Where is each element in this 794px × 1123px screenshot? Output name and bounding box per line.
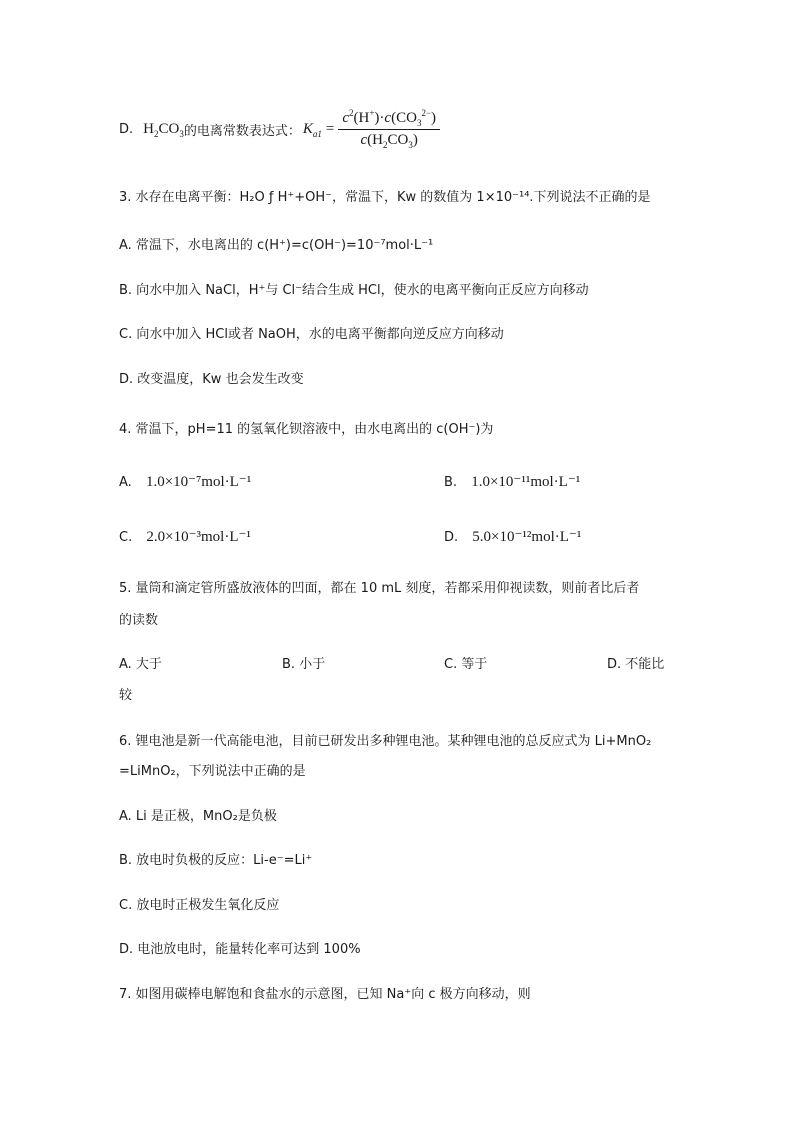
option-d-formula bbox=[119, 108, 440, 150]
ka1-symbol: $K_{a1}$ bbox=[302, 120, 322, 139]
question-6-line-2: =LiMnO₂，下列说法中正确的是 bbox=[119, 764, 306, 779]
question-7: 7. 如图用碳棒电解饱和食盐水的示意图，已知 Na⁺向 c 极方向移动，则 bbox=[119, 987, 531, 1002]
option-value: 1.0×10⁻¹¹mol·L⁻¹ bbox=[471, 474, 581, 490]
h2co3-formula: $H_2CO_3$ bbox=[143, 120, 184, 139]
option-label: D. bbox=[444, 530, 459, 545]
option-value: 2.0×10⁻³mol·L⁻¹ bbox=[146, 529, 251, 545]
question-4-option-d bbox=[444, 527, 581, 546]
question-3-option-a: A. 常温下，水电离出的 c(H⁺)=c(OH⁻)=10⁻⁷mol·L⁻¹ bbox=[119, 238, 434, 253]
question-4-option-b bbox=[444, 472, 580, 491]
question-6-option-d: D. 电池放电时，能量转化率可达到 100% bbox=[119, 942, 361, 957]
option-value: 1.0×10⁻⁷mol·L⁻¹ bbox=[145, 474, 252, 490]
question-5-option-c: C. 等于 bbox=[444, 657, 488, 672]
ka1-fraction bbox=[338, 107, 440, 150]
option-text: 的电离常数表达式： bbox=[183, 123, 301, 139]
equals-sign: = bbox=[325, 120, 335, 137]
question-4: 4. 常温下，pH=11 的氢氧化钡溶液中，由水电离出的 c(OH⁻)为 bbox=[119, 422, 494, 437]
question-5: 5. 量筒和滴定管所盛放液体的凹面，都在 10 mL 刻度，若都采用仰视读数，则前者比后者 bbox=[119, 581, 640, 596]
question-6-option-b: B. 放电时负极的反应：Li-e⁻=Li⁺ bbox=[119, 853, 313, 868]
question-5-option-b: B. 小于 bbox=[282, 657, 326, 672]
option-label: A. bbox=[119, 475, 132, 490]
option-label: C. bbox=[119, 530, 133, 545]
question-4-option-c bbox=[119, 527, 251, 546]
question-3-option-c: C. 向水中加入 HCl或者 NaOH，水的电离平衡都向逆反应方向移动 bbox=[119, 327, 504, 342]
question-5-line-2: 的读数 bbox=[119, 613, 159, 628]
fraction-denominator: $c(H_2CO_3)$ bbox=[360, 131, 418, 150]
question-5-option-d-wrap: 较 bbox=[119, 688, 133, 703]
question-6: 6. 锂电池是新一代高能电池，目前已研发出多种锂电池。某种锂电池的总反应式为 Li+MnO₂ bbox=[119, 734, 652, 749]
question-6-option-c: C. 放电时正极发生氧化反应 bbox=[119, 898, 280, 913]
option-value: 5.0×10⁻¹²mol·L⁻¹ bbox=[472, 529, 582, 545]
question-3-option-d: D. 改变温度，Kw 也会发生改变 bbox=[119, 372, 304, 387]
question-5-option-a: A. 大于 bbox=[119, 657, 162, 672]
question-4-option-a bbox=[119, 472, 251, 491]
option-label: D. bbox=[119, 121, 134, 137]
fraction-numerator: $c^2(H^+)\cdot c(CO_3^{2-})$ bbox=[338, 110, 440, 130]
question-3-option-b: B. 向水中加入 NaCl，H⁺与 Cl⁻结合生成 HCl，使水的电离平衡向正反应方向移动 bbox=[119, 283, 589, 298]
question-3: 3. 水存在电离平衡：H₂O ƒ H⁺+OH⁻，常温下，Kw 的数值为 1×10⁻¹⁴.下列说法不正确的是 bbox=[119, 190, 651, 205]
question-5-option-d: D. 不能比 bbox=[607, 657, 665, 672]
question-6-option-a: A. Li 是正极，MnO₂是负极 bbox=[119, 809, 277, 824]
option-label: B. bbox=[444, 475, 458, 490]
